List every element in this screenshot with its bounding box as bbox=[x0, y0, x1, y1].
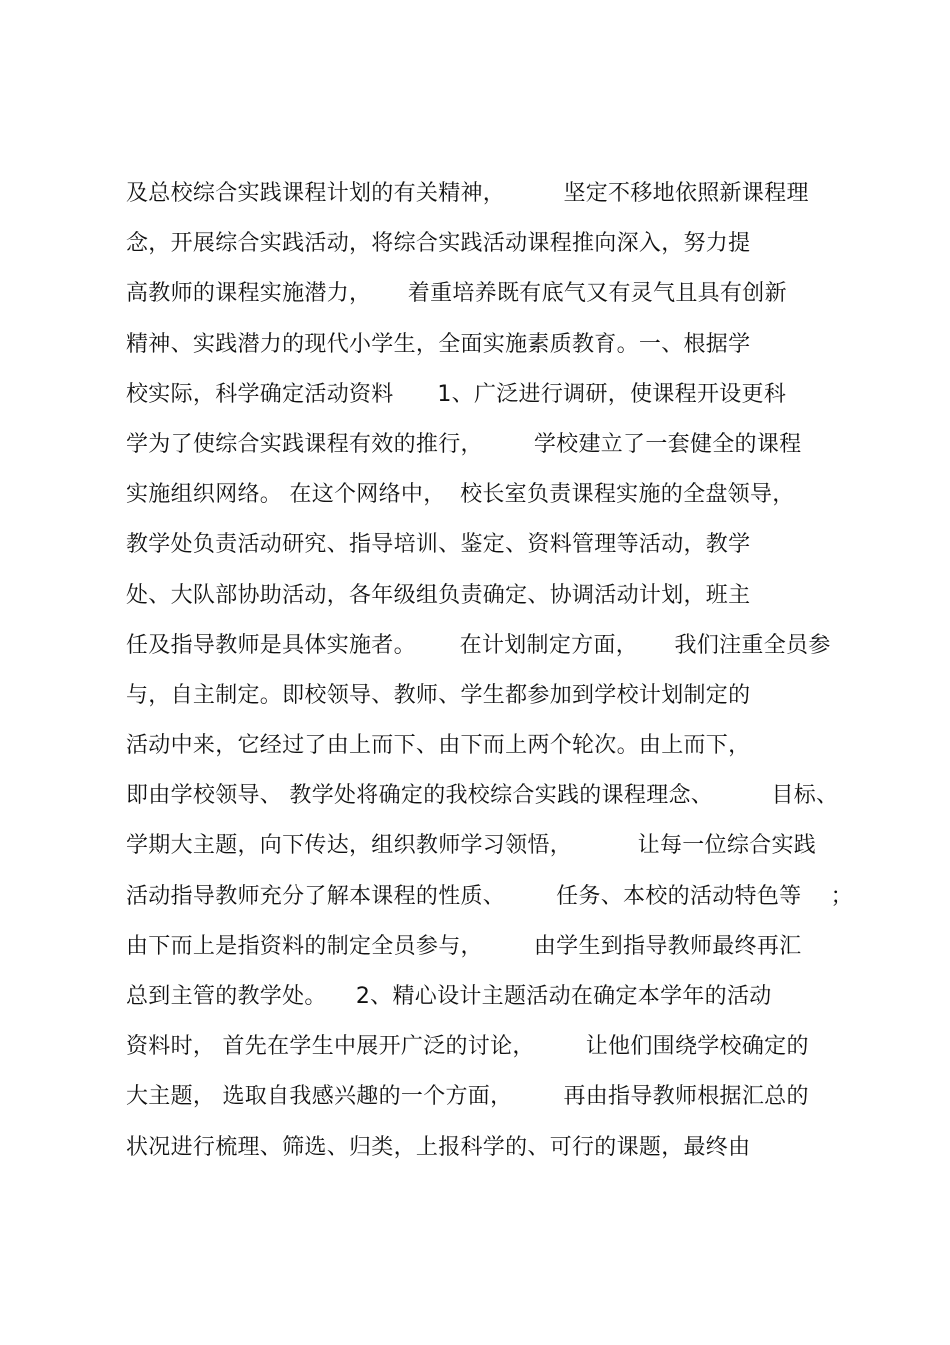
text-line: 状况进行梳理、筛选、归类，上报科学的、可行的课题，最终由 bbox=[126, 1134, 751, 1160]
text-line: 资料时， 首先在学生中展开广泛的讨论， 让他们围绕学校确定的 bbox=[126, 1034, 809, 1060]
text-line: 高教师的课程实施潜力， 着重培养既有底气又有灵气且具有创新 bbox=[126, 281, 787, 307]
text-line: 大主题， 选取自我感兴趣的一个方面， 再由指导教师根据汇总的 bbox=[126, 1084, 809, 1110]
text-line: 由下而上是指资料的制定全员参与， 由学生到指导教师最终再汇 bbox=[126, 933, 802, 959]
text-line: 学期大主题，向下传达，组织教师学习领悟， 让每一位综合实践 bbox=[126, 833, 817, 859]
text-line: 学为了使综合实践课程有效的推行， 学校建立了一套健全的课程 bbox=[126, 431, 802, 457]
text-line: 实施组织网络。 在这个网络中， 校长室负责课程实施的全盘领导， bbox=[126, 482, 795, 508]
text-line: 念，开展综合实践活动，将综合实践活动课程推向深入，努力提 bbox=[126, 231, 751, 257]
text-line: 精神、实践潜力的现代小学生，全面实施素质教育。一、根据学 bbox=[126, 331, 751, 357]
text-line: 总到主管的教学处。 2、精心设计主题活动在确定本学年的活动 bbox=[126, 984, 772, 1009]
text-line: 教学处负责活动研究、指导培训、鉴定、资料管理等活动，教学 bbox=[126, 532, 751, 558]
text-line: 与，自主制定。即校领导、教师、学生都参加到学校计划制定的 bbox=[126, 682, 751, 708]
text-line: 任及指导教师是具体实施者。 在计划制定方面， 我们注重全员参 bbox=[126, 632, 831, 658]
text-line: 及总校综合实践课程计划的有关精神， 坚定不移地依照新课程理 bbox=[126, 181, 809, 206]
text-line: 活动指导教师充分了解本课程的性质、 任务、本校的活动特色等 ； bbox=[126, 883, 853, 909]
body-text bbox=[126, 176, 853, 1180]
text-line: 即由学校领导、 教学处将确定的我校综合实践的课程理念、 目标、 bbox=[126, 783, 839, 809]
text-line: 处、大队部协助活动，各年级组负责确定、协调活动计划，班主 bbox=[126, 582, 751, 608]
text-line: 活动中来，它经过了由上而下、由下而上两个轮次。由上而下， bbox=[126, 733, 751, 759]
text-line: 校实际，科学确定活动资料 1、广泛进行调研，使课程开设更科 bbox=[126, 381, 787, 407]
